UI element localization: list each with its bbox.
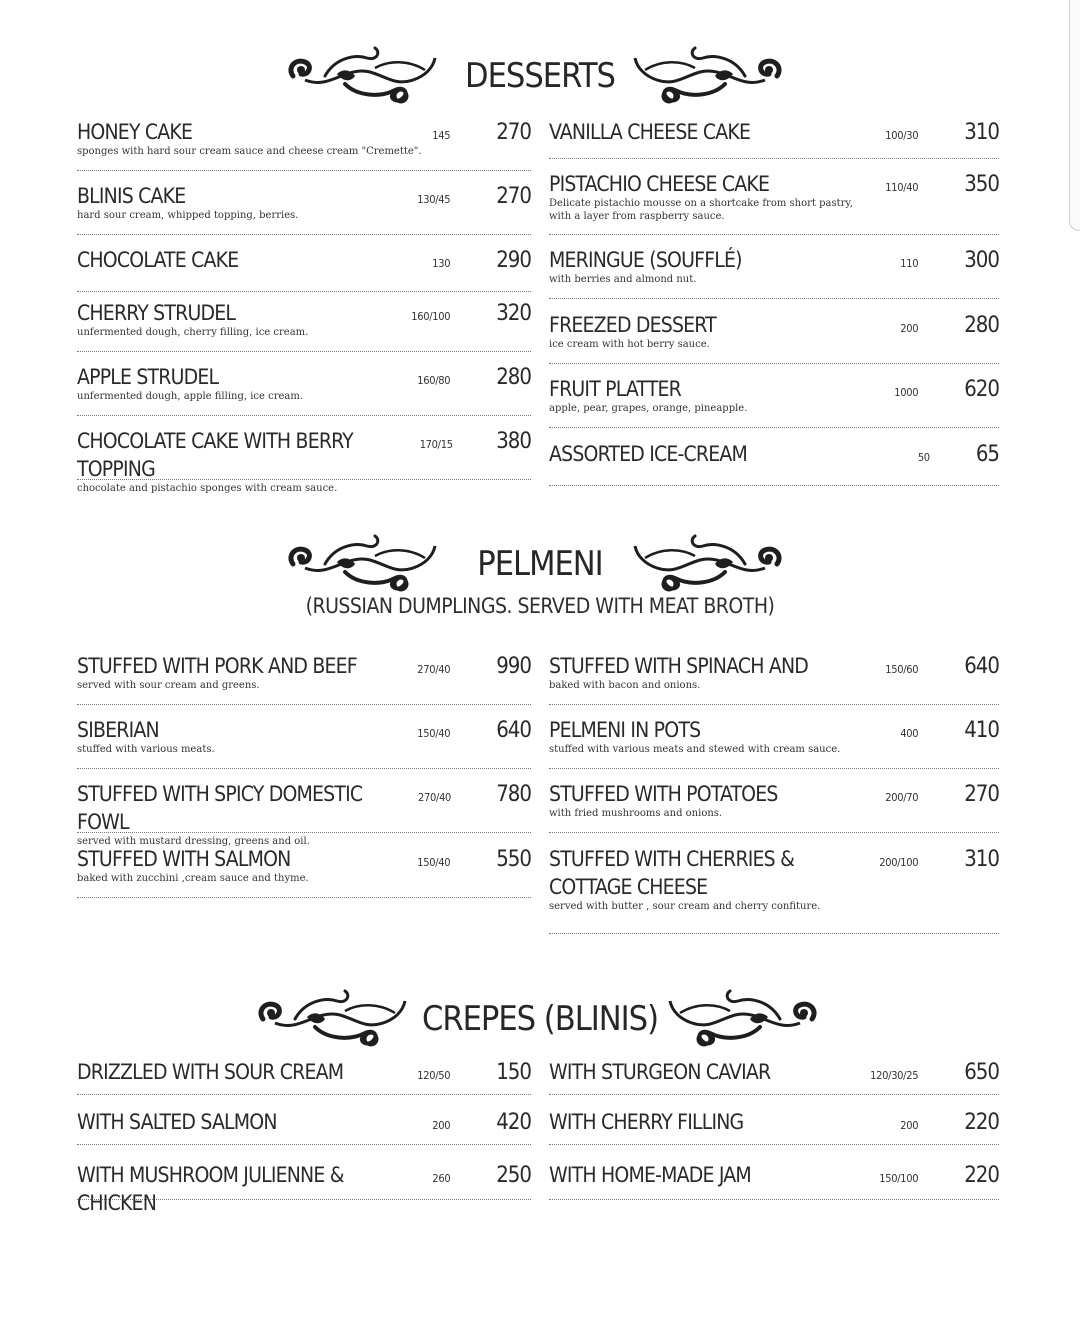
menu-item-name: APPLE STRUDEL xyxy=(77,365,219,389)
menu-item xyxy=(77,246,531,292)
dot-leader xyxy=(162,723,414,737)
menu-item-price: 990 xyxy=(496,654,531,679)
menu-item-description: hard sour cream, whipped topping, berries. xyxy=(77,210,299,221)
menu-item xyxy=(549,1161,999,1200)
dot-leader xyxy=(453,306,493,320)
menu-item-name: STUFFED WITH SALMON xyxy=(77,847,291,871)
menu-item-line xyxy=(549,440,999,468)
menu-item-line xyxy=(77,118,531,146)
dot-leader xyxy=(453,1168,493,1182)
menu-item-line xyxy=(77,182,531,210)
menu-item-name: SIBERIAN xyxy=(77,718,159,742)
menu-item-description: served with mustard dressing, greens and oil. xyxy=(77,836,310,847)
menu-item-name: WITH MUSHROOM JULIENNE & CHICKEN xyxy=(77,1163,344,1215)
menu-item-price: 65 xyxy=(975,442,999,467)
menu-item-name: BLINIS CAKE xyxy=(77,184,186,208)
dot-leader xyxy=(684,382,891,396)
dot-leader xyxy=(195,125,429,139)
menu-item-name: CHOCOLATE CAKE WITH BERRY TOPPING xyxy=(77,429,353,481)
menu-item-description: unfermented dough, apple filling, ice cream. xyxy=(77,391,304,402)
menu-item-price: 350 xyxy=(964,172,999,197)
desserts-section xyxy=(0,42,1080,112)
dot-leader xyxy=(921,1065,961,1079)
menu-item xyxy=(549,118,999,159)
menu-item-line xyxy=(77,363,531,391)
pelmeni-subtitle: (RUSSIAN DUMPLINGS. SERVED WITH MEAT BROTH) xyxy=(305,594,775,618)
menu-item-weight: 200/70 xyxy=(885,791,919,804)
dot-leader xyxy=(456,434,494,448)
menu-item-line xyxy=(77,427,531,483)
menu-item-name: VANILLA CHEESE CAKE xyxy=(549,120,751,144)
dot-leader xyxy=(453,1065,493,1079)
menu-item-line xyxy=(77,1108,531,1136)
menu-item-price: 650 xyxy=(964,1060,999,1085)
menu-item-line xyxy=(549,716,999,744)
menu-item-name: FREEZED DESSERT xyxy=(549,313,716,337)
dot-leader xyxy=(241,253,429,267)
dot-leader xyxy=(773,1065,867,1079)
menu-item xyxy=(549,375,999,428)
dot-leader xyxy=(453,370,493,384)
menu-item-description: ice cream with hot berry sauce. xyxy=(549,339,710,350)
dot-leader xyxy=(454,787,493,801)
menu-item-price: 280 xyxy=(496,365,531,390)
menu-item-price: 220 xyxy=(964,1163,999,1188)
menu-item-description: served with sour cream and greens. xyxy=(77,680,260,691)
menu-item-description: Delicate pistachio mousse on a shortcake from short pastry, with a layer from raspberry sauce. xyxy=(549,198,853,222)
menu-item-weight: 130 xyxy=(432,257,451,270)
dot-leader xyxy=(745,253,898,267)
menu-item-line xyxy=(549,780,999,808)
menu-item-line xyxy=(549,845,999,901)
dot-leader xyxy=(921,253,961,267)
menu-item-description: apple, pear, grapes, orange, pineapple. xyxy=(549,403,748,414)
menu-item xyxy=(77,299,531,352)
menu-item-line xyxy=(549,652,999,680)
menu-item-price: 640 xyxy=(964,654,999,679)
menu-item-line xyxy=(77,780,531,836)
dot-leader xyxy=(238,306,408,320)
menu-item-weight: 200 xyxy=(900,322,919,335)
menu-item-line xyxy=(77,1161,531,1217)
menu-item-price: 410 xyxy=(964,718,999,743)
dot-leader xyxy=(453,125,493,139)
menu-item-line xyxy=(77,1058,531,1086)
menu-item-name: STUFFED WITH POTATOES xyxy=(549,782,778,806)
dot-leader xyxy=(811,659,882,673)
dot-leader xyxy=(453,659,493,673)
menu-item xyxy=(549,845,999,934)
pelmeni-title: PELMENI xyxy=(477,544,603,584)
menu-item-price: 310 xyxy=(964,847,999,872)
menu-item-name: PELMENI IN POTS xyxy=(549,718,701,742)
dot-leader xyxy=(772,177,882,191)
menu-item-price: 280 xyxy=(964,313,999,338)
menu-item-description: baked with bacon and onions. xyxy=(549,680,701,691)
menu-item-weight: 110 xyxy=(900,257,919,270)
menu-item-line xyxy=(549,1108,999,1136)
menu-item-price: 270 xyxy=(496,184,531,209)
menu-item-weight: 1000 xyxy=(894,386,919,399)
menu-item-weight: 270/40 xyxy=(418,791,452,804)
menu-item-name: CHOCOLATE CAKE xyxy=(77,248,239,272)
dot-leader xyxy=(797,852,876,866)
menu-item xyxy=(77,182,531,235)
menu-item-price: 290 xyxy=(496,248,531,273)
menu-item-name: WITH SALTED SALMON xyxy=(77,1110,277,1134)
menu-item-price: 310 xyxy=(964,120,999,145)
dot-leader xyxy=(921,177,961,191)
menu-item-name: CHERRY STRUDEL xyxy=(77,301,236,325)
flourish-right-icon xyxy=(630,534,785,596)
dot-leader xyxy=(921,852,961,866)
menu-item-name: WITH HOME-MADE JAM xyxy=(549,1163,751,1187)
menu-item-name: STUFFED WITH SPINACH AND xyxy=(549,654,809,678)
menu-item-name: FRUIT PLATTER xyxy=(549,377,681,401)
menu-item-line xyxy=(77,246,531,274)
dot-leader xyxy=(703,723,897,737)
menu-item xyxy=(549,1058,999,1095)
pelmeni-header xyxy=(0,530,1080,600)
menu-item-line xyxy=(549,311,999,339)
dot-leader xyxy=(360,659,414,673)
dot-leader xyxy=(921,125,961,139)
dot-leader xyxy=(750,447,915,461)
menu-item xyxy=(549,652,999,705)
menu-item-line xyxy=(549,375,999,403)
dot-leader xyxy=(753,125,882,139)
dot-leader xyxy=(719,318,897,332)
menu-item xyxy=(77,652,531,705)
menu-item-price: 220 xyxy=(964,1110,999,1135)
menu-item-name: PISTACHIO CHEESE CAKE xyxy=(549,172,770,196)
menu-item-weight: 50 xyxy=(917,451,930,464)
dot-leader xyxy=(921,1115,961,1129)
menu-item-price: 250 xyxy=(496,1163,531,1188)
menu-item-price: 270 xyxy=(496,120,531,145)
menu-item-description: served with butter , sour cream and cherry confiture. xyxy=(549,901,821,912)
menu-item-weight: 200/100 xyxy=(879,856,919,869)
menu-item xyxy=(77,1161,531,1215)
dot-leader xyxy=(453,189,493,203)
dot-leader xyxy=(294,852,415,866)
menu-item-description: stuffed with various meats. xyxy=(77,744,215,755)
dot-leader xyxy=(921,787,961,801)
menu-item-weight: 160/100 xyxy=(411,310,451,323)
menu-item-name: MERINGUE (SOUFFLÉ) xyxy=(549,248,742,272)
dot-leader xyxy=(921,382,961,396)
dot-leader xyxy=(921,1168,961,1182)
menu-item-line xyxy=(77,845,531,873)
menu-item-weight: 150/40 xyxy=(417,727,451,740)
menu-item xyxy=(549,170,999,235)
dot-leader xyxy=(453,723,493,737)
menu-item-weight: 150/60 xyxy=(885,663,919,676)
menu-item-line xyxy=(549,246,999,274)
menu-item-price: 620 xyxy=(964,377,999,402)
menu-item-line xyxy=(549,170,999,198)
menu-item xyxy=(549,1108,999,1145)
dot-leader xyxy=(280,1115,430,1129)
dot-leader xyxy=(746,1115,897,1129)
menu-item-description: stuffed with various meats and stewed with cream sauce. xyxy=(549,744,841,755)
menu-item-weight: 130/45 xyxy=(417,193,451,206)
dot-leader xyxy=(921,659,961,673)
menu-item-line xyxy=(549,118,999,146)
menu-item xyxy=(549,440,999,486)
menu-item-name: WITH STURGEON CAVIAR xyxy=(549,1060,771,1084)
menu-item xyxy=(77,118,531,171)
menu-item-weight: 400 xyxy=(900,727,919,740)
menu-item xyxy=(77,716,531,769)
menu-item xyxy=(549,246,999,299)
menu-item-price: 780 xyxy=(496,782,531,807)
dot-leader xyxy=(188,189,414,203)
menu-item-price: 550 xyxy=(496,847,531,872)
menu-item-weight: 120/30/25 xyxy=(870,1069,919,1082)
menu-item-weight: 270/40 xyxy=(417,663,451,676)
menu-item-name: WITH CHERRY FILLING xyxy=(549,1110,744,1134)
menu-item-price: 150 xyxy=(496,1060,531,1085)
menu-item xyxy=(549,716,999,769)
menu-item-price: 270 xyxy=(964,782,999,807)
menu-item-weight: 150/100 xyxy=(879,1172,919,1185)
menu-item-description: with fried mushrooms and onions. xyxy=(549,808,723,819)
menu-item-description: sponges with hard sour cream sauce and cheese cream "Cremette". xyxy=(77,146,422,157)
dot-leader xyxy=(453,1115,493,1129)
dot-leader xyxy=(921,318,961,332)
dot-leader xyxy=(453,852,493,866)
desserts-header xyxy=(0,42,1080,112)
menu-item xyxy=(77,427,531,494)
flourish-right-icon xyxy=(630,46,785,108)
menu-item-description: baked with zucchini ,cream sauce and thyme. xyxy=(77,873,309,884)
menu-item xyxy=(77,780,531,847)
dot-leader xyxy=(453,253,493,267)
menu-item-weight: 260 xyxy=(432,1172,451,1185)
menu-item-weight: 145 xyxy=(432,129,451,142)
crepes-title: CREPES (BLINIS) xyxy=(421,999,659,1039)
menu-item xyxy=(549,311,999,364)
menu-item xyxy=(77,1108,531,1145)
menu-item xyxy=(77,1058,531,1095)
menu-item-weight: 110/40 xyxy=(885,181,919,194)
menu-item-price: 380 xyxy=(496,429,531,454)
menu-item xyxy=(77,363,531,416)
menu-item-weight: 150/40 xyxy=(417,856,451,869)
menu-item-line xyxy=(549,1058,999,1086)
menu-item-price: 640 xyxy=(496,718,531,743)
menu-item-weight: 100/30 xyxy=(885,129,919,142)
desserts-title: DESSERTS xyxy=(465,56,615,96)
dot-leader xyxy=(921,723,961,737)
menu-item-line xyxy=(77,716,531,744)
menu-item xyxy=(77,845,531,898)
menu-item-name: HONEY CAKE xyxy=(77,120,193,144)
menu-item-line xyxy=(549,1161,999,1189)
menu-item-description: with berries and almond nut. xyxy=(549,274,697,285)
menu-item-name: STUFFED WITH PORK AND BEEF xyxy=(77,654,357,678)
dot-leader xyxy=(754,1168,876,1182)
menu-item-weight: 170/15 xyxy=(419,438,453,451)
menu-item-price: 320 xyxy=(496,301,531,326)
menu-item-weight: 200 xyxy=(432,1119,451,1132)
flourish-right-icon xyxy=(665,989,820,1051)
menu-item-price: 300 xyxy=(964,248,999,273)
menu-item-name: DRIZZLED WITH SOUR CREAM xyxy=(77,1060,344,1084)
menu-item-name: STUFFED WITH SPICY DOMESTIC FOWL xyxy=(77,782,363,834)
menu-item-name: STUFFED WITH CHERRIES & COTTAGE CHEESE xyxy=(549,847,795,899)
page-edge-shadow xyxy=(1069,0,1080,231)
menu-item-weight: 120/50 xyxy=(417,1069,451,1082)
menu-item-line xyxy=(77,299,531,327)
menu-item-description: unfermented dough, cherry filling, ice cream. xyxy=(77,327,309,338)
dot-leader xyxy=(346,1065,414,1079)
dot-leader xyxy=(221,370,414,384)
pelmeni-section xyxy=(0,530,1080,618)
crepes-header xyxy=(0,985,1080,1055)
menu-item-weight: 160/80 xyxy=(417,374,451,387)
dot-leader xyxy=(781,787,883,801)
menu-item-description: chocolate and pistachio sponges with cream sauce. xyxy=(77,483,338,494)
crepes-section xyxy=(0,985,1080,1055)
dot-leader xyxy=(933,447,973,461)
menu-item-name: ASSORTED ICE-CREAM xyxy=(549,442,747,466)
menu-item xyxy=(549,780,999,833)
menu-item-price: 420 xyxy=(496,1110,531,1135)
menu-item-weight: 200 xyxy=(900,1119,919,1132)
menu-item-line xyxy=(77,652,531,680)
